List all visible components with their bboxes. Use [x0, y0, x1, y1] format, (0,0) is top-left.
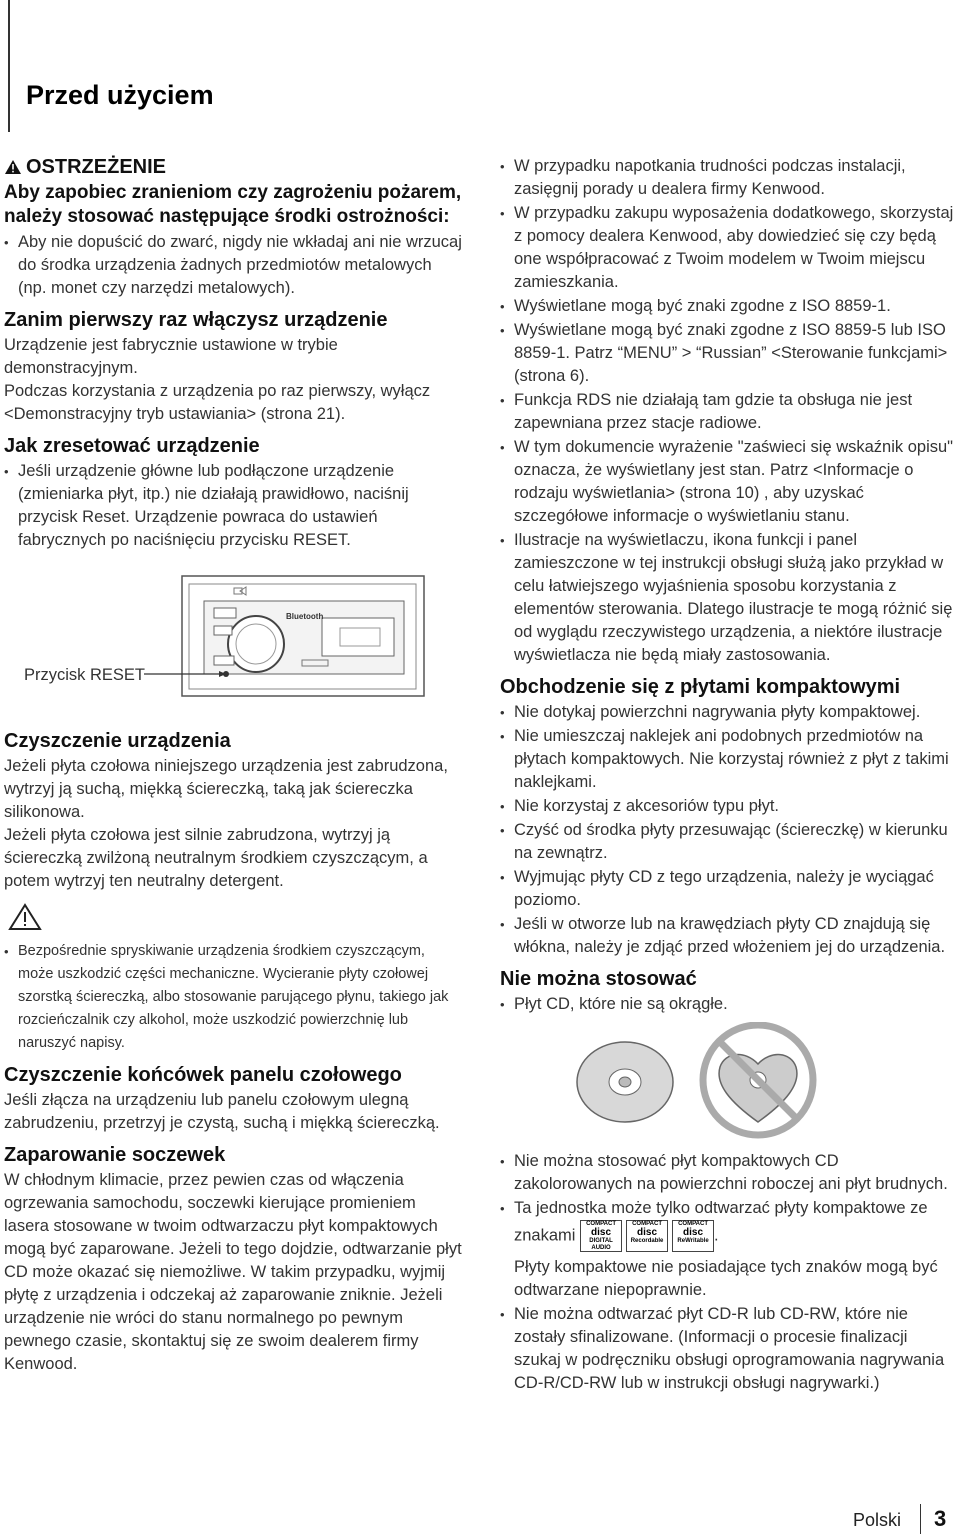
disc-handling-heading: Obchodzenie się z płytami kompaktowymi — [500, 676, 901, 698]
list-item: • Czyść od środka płyty przesuwając (ściereczkę) w kierunku na zewnątrz. — [500, 819, 956, 865]
list-item: • Bezpośrednie spryskiwanie urządzenia środkiem czyszczącym, może uszkodzić części mechaniczne. Wycieranie płyty czołowej szorstką ściereczką, albo stosowanie parującego płynu, takiego jak rozcieńczalnik czy alkohol, może uszkodzić powierzchnię lub naruszyć napisy. — [4, 940, 464, 1055]
non-round-disc-illustration — [500, 1022, 956, 1142]
warning-subheading: Aby zapobiec zranieniom czy zagrożeniu pożarem, należy stosować następujące środki ostrożności: — [4, 182, 462, 227]
list-item: • W tym dokumencie wyrażenie "zaświeci się wskaźnik opisu" oznacza, że wyświetlany jest stan. Patrz <Informacje o rodzaju wyświetlania> (strona 10) , aby uzyskać szczegółowe informacje o wyświetlaniu stanu. — [500, 436, 956, 528]
list-item: • Nie można stosować płyt kompaktowych CD zakolorowanych na powierzchni roboczej ani płyt brudnych. — [500, 1150, 956, 1196]
no-disc-illustration — [500, 1022, 956, 1142]
list-item: • Wyjmując płyty CD z tego urządzenia, należy je wyciągać poziomo. — [500, 866, 956, 912]
list-item: • Jeśli urządzenie główne lub podłączone urządzenie (zmieniarka płyt, itp.) nie działają prawidłowo, naciśnij przycisk Reset. Urządzenie powraca do ustawień fabrycznych po naciśnięciu przycisku RESET. — [4, 460, 464, 552]
first-use-heading: Zanim pierwszy raz włączysz urządzenie — [4, 309, 388, 331]
connectors-heading: Czyszczenie końcówek panelu czołowego — [4, 1064, 402, 1086]
list-item: • Nie umieszczaj naklejek ani podobnych przedmiotów na płytach kompaktowych. Nie korzystaj również z płyt z takimi naklejkami. — [500, 725, 956, 794]
footer-divider — [920, 1504, 921, 1534]
warning-list — [4, 231, 464, 300]
list-item: • Płyt CD, które nie są okrągłe. — [500, 993, 956, 1016]
cannot-use-heading: Nie można stosować — [500, 968, 697, 990]
list-item: • Aby nie dopuścić do zwarć, nigdy nie wkładaj ani nie wrzucaj do środka urządzenia żadnych przedmiotów metalowych (np. monet czy narzędzi metalowych). — [4, 231, 464, 300]
disc-logos — [580, 1220, 714, 1252]
list-item: • Funkcja RDS nie działają tam gdzie ta obsługa nie jest zapewniana przez stacje radiowe. — [500, 389, 956, 435]
cleaning-heading: Czyszczenie urządzenia — [4, 730, 231, 752]
list-item: • Ilustracje na wyświetlaczu, ikona funkcji i panel zamieszczone w tej instrukcji obsługi służą jako przykład w celu łatwiejszego wyjaśnienia sposobu korzystania z elementów sterowania. Dlatego ilustracje te mogą różnić się od wyglądu rzeczywistego urządzenia, a niektóre ilustracje wyświetlacza nie będą miały zastosowania. — [500, 529, 956, 667]
right-column — [500, 155, 956, 1396]
paragraph: W chłodnym klimacie, przez pewien czas od włączenia ogrzewania samochodu, soczewki kierujące promieniem lasera stosowane w twoim odtwarzaczu płyt kompaktowych mogą być zaparowane. Jeżeli to tego dojdzie, odtwarzanie płyt CD może okazać się niemożliwe. W takim przypadku, wyjmij płytę z urządzenia i odczekaj aż zaparowanie zniknie. Jeżeli urządzenie nie wróci do stanu normalnego po pewnym pewnego czasie, skontaktuj się ze swoim dealerem firmy Kenwood. — [4, 1171, 462, 1373]
reset-heading: Jak zresetować urządzenie — [4, 435, 260, 457]
caution-icon-wrap — [8, 903, 464, 938]
compact-disc-recordable-logo: COMPACT disc Recordable — [626, 1220, 668, 1252]
paragraph: Jeżeli płyta czołowa jest silnie zabrudzona, wytrzyj ją ściereczką zwilżoną neutralnym środkiem czyszczącym, a potem wytrzyj ten neutralny detergent. — [4, 826, 428, 890]
list-item: • W przypadku napotkania trudności podczas instalacji, zasięgnij porady u dealera firmy Kenwood. — [500, 155, 956, 201]
notes-list — [500, 155, 956, 667]
device-brand-label: Bluetooth — [286, 612, 324, 621]
warning-icon — [4, 159, 22, 175]
list-item: • Nie korzystaj z akcesoriów typu płyt. — [500, 795, 956, 818]
paragraph: Podczas korzystania z urządzenia po raz pierwszy, wyłącz <Demonstracyjny tryb ustawiania> (strona 21). — [4, 382, 431, 423]
compact-disc-logo: COMPACT disc DIGITAL AUDIO — [580, 1220, 622, 1252]
reset-button-label: Przycisk RESET — [24, 666, 146, 684]
left-column — [4, 155, 464, 1376]
warning-heading: OSTRZEŻENIE — [4, 155, 464, 179]
cannot-use-list — [500, 993, 956, 1016]
list-item: • Wyświetlane mogą być znaki zgodne z ISO 8859-5 lub ISO 8859-1. Patrz “MENU” > “Russian” <Sterowanie funkcjami> (strona 6). — [500, 319, 956, 388]
list-item: • Wyświetlane mogą być znaki zgodne z ISO 8859-1. — [500, 295, 956, 318]
list-item: • W przypadku zakupu wyposażenia dodatkowego, skorzystaj z pomocy dealera Kenwood, aby dowiedzieć się czy będą one współpracować z Twoim modelem w Twoim miejscu zamieszkania. — [500, 202, 956, 294]
device-illustration — [4, 556, 464, 721]
caution-icon — [8, 903, 42, 931]
paragraph: Jeśli złącza na urządzeniu lub panelu czołowym ulegną zabrudzeniu, przetrzyj je czystą, suchą i miękką ściereczką. — [4, 1091, 440, 1132]
list-item: • Ta jednostka może tylko odtwarzać płyty kompaktowe ze znakami COMPACT disc DIGITAL AUDIO COMPACT disc Recordable COMPACT disc ReWritable . Płyty kompaktowe nie posiadające tych znaków mogą być odtwarzane niepoprawnie. — [500, 1197, 956, 1302]
footer-language: Polski — [853, 1510, 902, 1530]
lens-heading: Zaparowanie soczewek — [4, 1144, 226, 1166]
list-item: • Nie można odtwarzać płyt CD-R lub CD-RW, które nie zostały sfinalizowane. (Informacji o procesie finalizacji szukaj w podręczniku obsługi oprogramowania nagrywania CD-R/CD-RW lub w instrukcji obsługi nagrywarki.) — [500, 1303, 956, 1395]
compact-disc-rewritable-logo: COMPACT disc ReWritable — [672, 1220, 714, 1252]
margin-rule — [8, 0, 10, 132]
page-number: 3 — [934, 1506, 947, 1531]
disc-format-list — [500, 1150, 956, 1395]
list-item: • Jeśli w otworze lub na krawędziach płyty CD znajdują się włókna, należy je zdjąć przed włożeniem jej do urządzenia. — [500, 913, 956, 959]
page-title: Przed użyciem — [26, 80, 214, 110]
disc-handling-list — [500, 701, 956, 959]
paragraph: Jeżeli płyta czołowa niniejszego urządzenia jest zabrudzona, wytrzyj ją suchą, miękką ściereczką, taką jak ściereczka silikonowa. — [4, 757, 448, 821]
car-stereo-drawing — [4, 556, 464, 721]
paragraph: Urządzenie jest fabrycznie ustawione w trybie demonstracyjnym. — [4, 336, 338, 377]
reset-list — [4, 460, 464, 552]
list-item: • Nie dotykaj powierzchni nagrywania płyty kompaktowej. — [500, 701, 956, 724]
caution-list — [4, 940, 464, 1055]
